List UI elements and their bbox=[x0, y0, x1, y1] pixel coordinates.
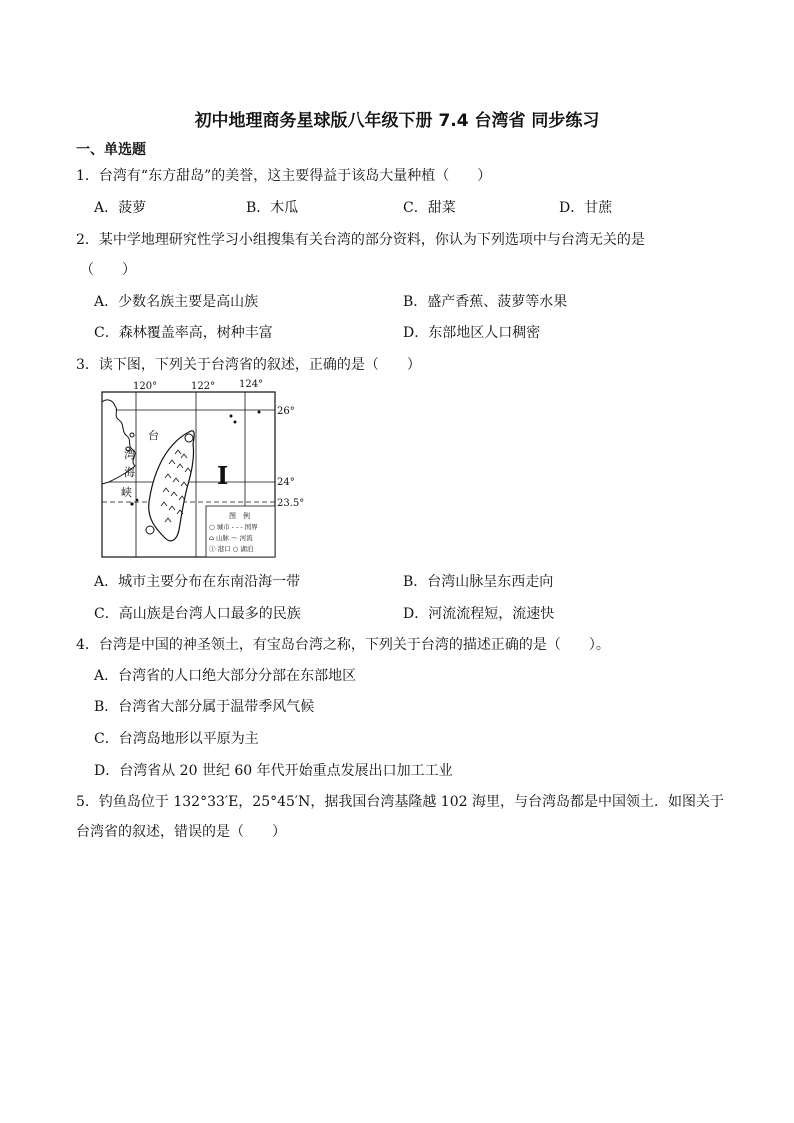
taiwan-island bbox=[149, 431, 195, 541]
port-symbol bbox=[146, 526, 154, 534]
strait-label-char: 海 bbox=[124, 466, 135, 479]
question-5-stem-cont: 台湾省的叙述，错误的是（ ） bbox=[76, 824, 286, 840]
q3-option-a: A．城市主要分布在东南沿海一带 bbox=[94, 574, 301, 590]
legend-item: ① 港口 ○ 湖泊 bbox=[209, 545, 254, 553]
question-4-stem: 4．台湾是中国的神圣领土，有宝岛台湾之称，下列关于台湾的描述正确的是（ ）。 bbox=[76, 637, 610, 653]
q3-option-c: C．高山族是台湾人口最多的民族 bbox=[94, 606, 301, 622]
q3-option-d: D．河流流程短，流速快 bbox=[403, 606, 555, 622]
question-1-stem: 1．台湾有“东方甜岛”的美誉，这主要得益于该岛大量种植（ ） bbox=[76, 168, 492, 184]
islet-dot bbox=[258, 411, 261, 414]
q2-option-b: B．盛产香蕉、菠萝等水果 bbox=[403, 294, 568, 310]
q1-option-c: C．甜菜 bbox=[403, 200, 456, 216]
strait-label-char: 峡 bbox=[121, 486, 132, 499]
islet-dot bbox=[230, 415, 233, 418]
q1-option-b: B．木瓜 bbox=[246, 200, 299, 216]
islet-dot bbox=[234, 421, 237, 424]
strait-label-char: 湾 bbox=[124, 448, 135, 461]
map-lat-label: 23.5° bbox=[277, 498, 305, 509]
q4-option-c: C．台湾岛地形以平原为主 bbox=[94, 731, 259, 747]
q4-option-a: A．台湾省的人口绝大部分分部在东部地区 bbox=[94, 668, 357, 684]
section-heading: 一、单选题 bbox=[76, 142, 146, 158]
map-island-marker: I bbox=[217, 461, 229, 490]
question-3-stem: 3．读下图，下列关于台湾省的叙述，正确的是（ ） bbox=[76, 357, 421, 373]
q2-option-a: A．少数名族主要是高山族 bbox=[94, 294, 259, 310]
q4-option-d: D．台湾省从 20 世纪 60 年代开始重点发展出口加工工业 bbox=[94, 763, 453, 779]
q1-option-a: A．菠萝 bbox=[94, 200, 147, 216]
q3-option-b: B．台湾山脉呈东西走向 bbox=[403, 574, 554, 590]
penghu-dot bbox=[130, 502, 133, 505]
question-2-stem: 2．某中学地理研究性学习小组搜集有关台湾的部分资料，你认为下列选项中与台湾无关的是 bbox=[76, 232, 645, 248]
map-lon-label: 124° bbox=[239, 379, 264, 390]
penghu-dot bbox=[136, 499, 139, 502]
strait-label-char: 台 bbox=[148, 429, 159, 442]
q4-option-b: B．台湾省大部分属于温带季风气候 bbox=[94, 699, 315, 715]
taiwan-map bbox=[99, 378, 309, 558]
q1-option-d: D．甘蔗 bbox=[559, 200, 613, 216]
map-lat-label: 26° bbox=[277, 406, 295, 417]
question-2-stem-cont: （ ） bbox=[80, 262, 136, 278]
question-5-stem: 5．钓鱼岛位于 132°33′E，25°45′N，据我国台湾基隆越 102 海里，与台湾岛都是中国领土．如图关于 bbox=[76, 794, 724, 810]
legend-item: ⌂ 山脉 ～ 河流 bbox=[209, 534, 253, 542]
q2-option-c: C．森林覆盖率高，树种丰富 bbox=[94, 325, 273, 341]
map-lat-label: 24° bbox=[277, 477, 295, 488]
mainland-city-dot bbox=[130, 433, 134, 437]
map-lon-label: 122° bbox=[191, 381, 216, 392]
legend-title: 图 例 bbox=[229, 512, 250, 520]
legend-item: ○ 城市 - - - 国界 bbox=[209, 523, 258, 531]
q2-option-d: D．东部地区人口稠密 bbox=[403, 325, 541, 341]
map-lon-label: 120° bbox=[133, 381, 158, 392]
document-title: 初中地理商务星球版八年级下册 7.4 台湾省 同步练习 bbox=[194, 111, 600, 131]
